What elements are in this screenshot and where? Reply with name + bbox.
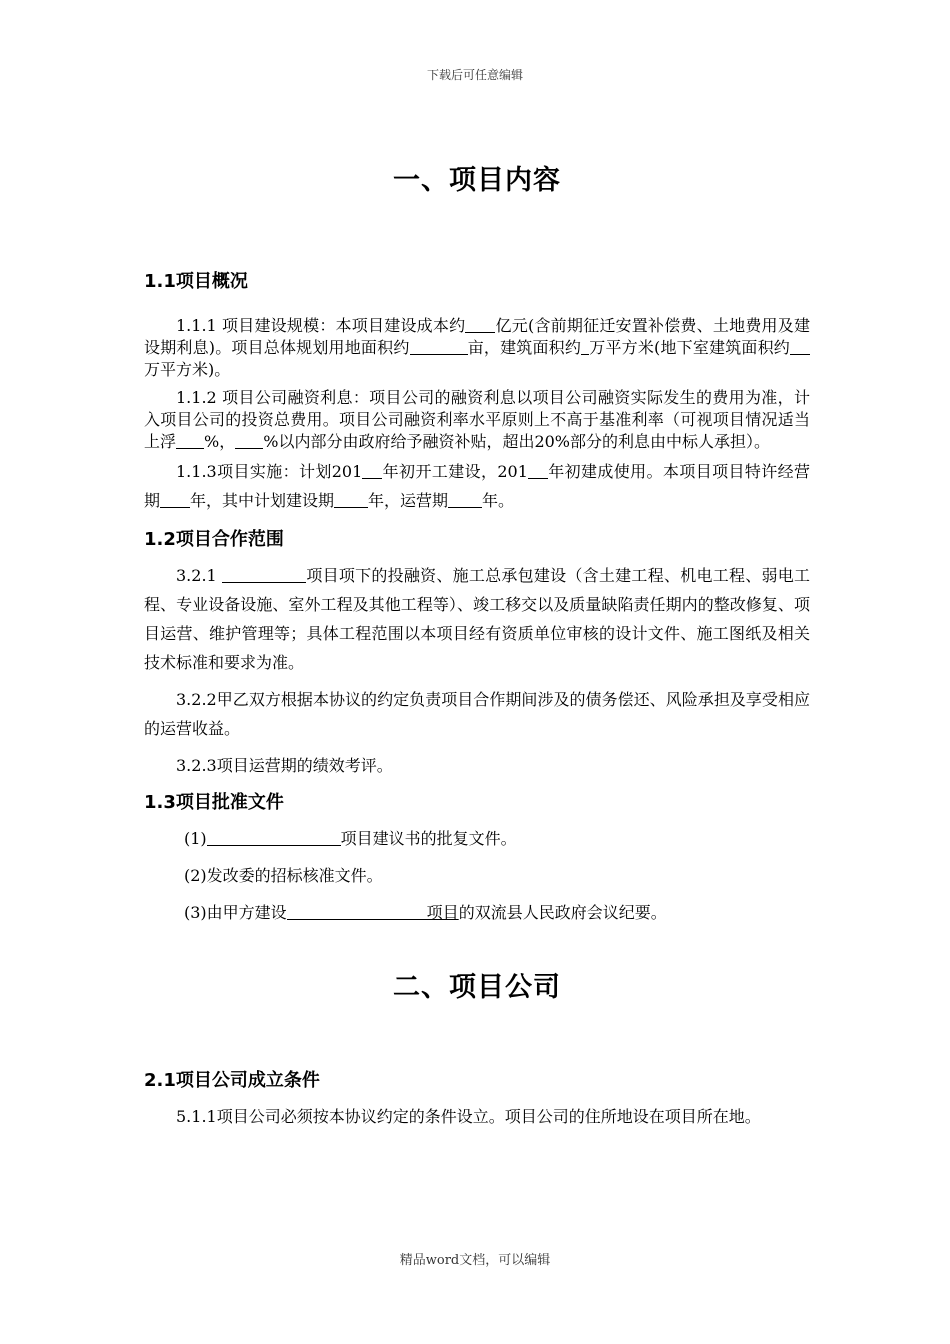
list-item-2: (2)发改委的招标核准文件。 — [184, 866, 383, 885]
paragraph-3-2-1: 3.2.1 项目项下的投融资、施工总承包建设（含土建工程、机电工程、弱电工程、专业设备设施、室外工程及其他工程等）、竣工移交以及质量缺陷责任期内的整改修复、项目运营、维护管理等；具体工程范围以本项目经有资质单位审核的设计文件、施工图纸及相关技术标准和要求为准。 — [144, 566, 810, 672]
page-header: 下载后可任意编辑 — [426, 68, 523, 82]
paragraph-1-1-2: 1.1.2 项目公司融资利息：项目公司的融资利息以项目公司融资实际发生的费用为准，计入项目公司的投资总费用。项目公司融资利率水平原则上不高于基准利率（可视项目情况适当上浮 %， %以内部分由政府给予融资补贴，超出20%部分的利息由中标人承担）。 — [144, 388, 810, 451]
paragraph-1-1-3: 1.1.3项目实施：计划201 年初开工建设，201 年初建成使用。本项目项目特许经营期 年，其中计划建设期 年，运营期 年。 — [144, 462, 810, 510]
page-footer: 精品word文档，可以编辑 — [399, 1253, 551, 1268]
chapter-title: 二、项目公司 — [393, 972, 561, 1003]
list-item-1: (1) 项目建议书的批复文件。 — [184, 829, 517, 848]
section-title-1-3: 1.3项目批准文件 — [144, 792, 284, 813]
chapter-title: 一、项目内容 — [393, 165, 561, 196]
paragraph-1-1-1: 1.1.1 项目建设规模：本项目建设成本约 亿元(含前期征迁安置补偿费、土地费用及建设期利息)。项目总体规划用地面积约 亩，建筑面积约 万平方米(地下室建筑面积约万平方米)。 — [144, 316, 810, 379]
paragraph-3-2-2: 3.2.2甲乙双方根据本协议的约定负责项目合作期间涉及的债务偿还、风险承担及享受相应的运营收益。 — [144, 690, 810, 738]
section-title-1-1: 1.1项目概况 — [144, 271, 248, 292]
section-title-1-2: 1.2项目合作范围 — [144, 529, 284, 550]
paragraph-5-1-1: 5.1.1项目公司必须按本协议约定的条件设立。项目公司的住所地设在项目所在地。 — [176, 1107, 761, 1126]
list-item-3: (3)由甲方建设 项目的双流县人民政府会议纪要。 — [184, 903, 667, 922]
document-body — [144, 150, 810, 1131]
section-title-2-1: 2.1项目公司成立条件 — [144, 1070, 320, 1091]
paragraph-3-2-3: 3.2.3项目运营期的绩效考评。 — [176, 756, 393, 775]
